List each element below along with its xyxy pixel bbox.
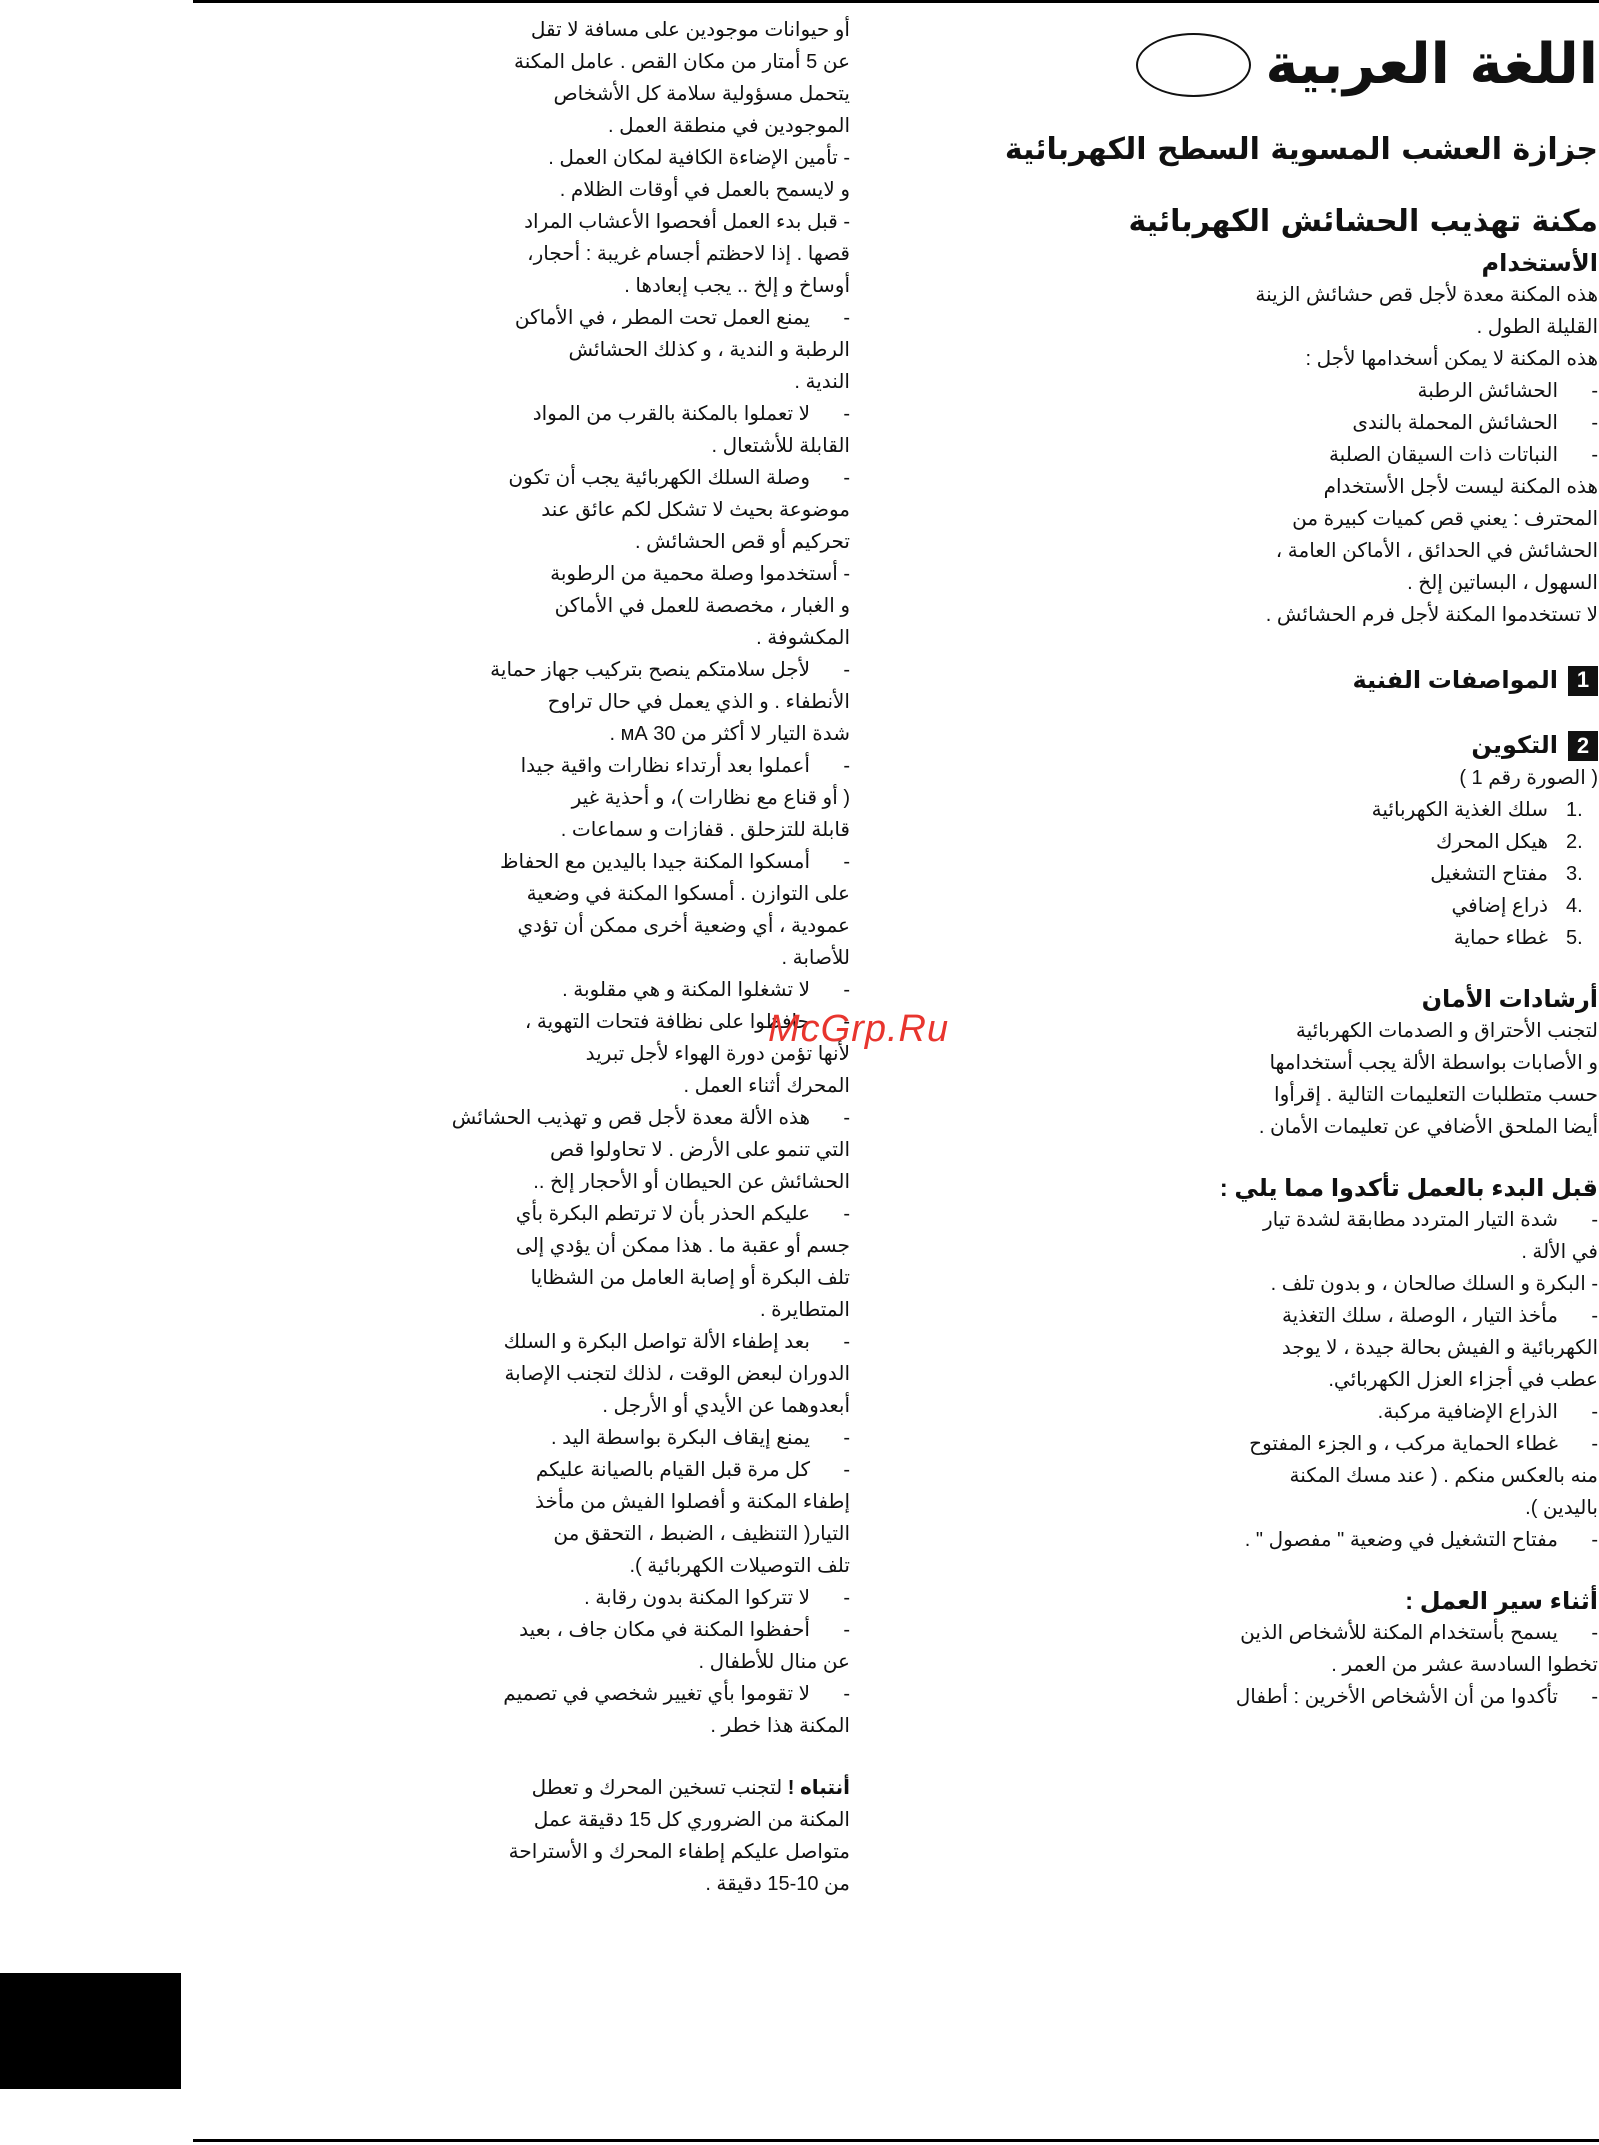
safety-line: أبعدوهما عن الأيدي أو الأرجل . bbox=[602, 1395, 850, 1417]
before-work-section bbox=[1040, 1204, 1598, 1556]
usage-line: السهول ، البساتين إلخ . bbox=[1407, 572, 1598, 595]
during-line: - يسمح بأستخدام المكنة للأشخاص الذين bbox=[1240, 1622, 1598, 1645]
usage-line: المحترف : يعني قص كميات كبيرة من bbox=[1292, 508, 1598, 531]
usage-line: القليلة الطول . bbox=[1476, 316, 1598, 339]
safety-line: - كل مرة قبل القيام بالصيانة عليكم bbox=[535, 1459, 850, 1481]
config-heading-text: التكوين bbox=[1471, 732, 1558, 760]
safety-line: عن 5 أمتار من مكان القص . عامل المكنة bbox=[513, 51, 850, 73]
safety-line: - قبل بدء العمل أفحصوا الأعشاب المراد bbox=[524, 211, 850, 233]
during-work-heading: أثناء سير العمل : bbox=[1405, 1587, 1598, 1615]
safety-line: تلف التوصيلات الكهربائية ). bbox=[629, 1555, 850, 1577]
list-item: 2. هيكل المحرك bbox=[1436, 830, 1583, 853]
safety-line: و الغبار ، مخصصة للعمل في الأماكن bbox=[554, 595, 850, 617]
list-item: 5. غطاء حماية bbox=[1453, 926, 1583, 949]
safety-line: أو حيوانات موجودين على مسافة لا تقل bbox=[530, 19, 850, 41]
safety-line: قابلة للتزحلق . قفازات و سماعات . bbox=[560, 819, 850, 841]
safety-line: المكشوفة . bbox=[756, 627, 850, 649]
safety-line: الرطبة و الندية ، و كذلك الحشائش bbox=[568, 339, 850, 361]
safety-line: إطفاء المكنة و أفصلوا الفيش من مأخذ bbox=[535, 1491, 850, 1513]
page-title: اللغة العربية bbox=[1265, 32, 1598, 97]
page-tab-marker bbox=[0, 1973, 181, 2089]
safety-line: - لا تعملوا بالمكنة بالقرب من المواد bbox=[532, 403, 850, 425]
safety-line: الأنطفاء . و الذي يعمل في حال تراوح bbox=[547, 691, 850, 713]
spec-number-badge: 1 bbox=[1568, 666, 1598, 696]
safety-line: يتحمل مسؤولية سلامة كل الأشخاص bbox=[553, 83, 850, 105]
warning-block bbox=[410, 1772, 850, 1900]
safety-line: - يمنع العمل تحت المطر ، في الأماكن bbox=[514, 307, 850, 329]
usage-heading: الأستخدام bbox=[1481, 250, 1598, 277]
safety-line: - يمنع إيقاف البكرة بواسطة اليد . bbox=[551, 1427, 850, 1449]
language-oval bbox=[1136, 33, 1251, 97]
during-line: - تأكدوا من أن الأشخاص الأخرين : أطفال bbox=[1235, 1686, 1598, 1709]
title-block bbox=[1040, 20, 1598, 110]
safety-line: التيار( التنظيف ، الضبط ، التحقق من bbox=[553, 1523, 850, 1545]
before-line: - شدة التيار المتردد مطابقة لشدة تيار bbox=[1263, 1208, 1598, 1231]
before-line: الكهربائية و الفيش بحالة جيدة ، لا يوجد bbox=[1281, 1336, 1598, 1359]
before-line: - الذراع الإضافية مركبة. bbox=[1377, 1400, 1598, 1423]
safety-line: ( أو قناع مع نظارات )، و أحذية غير bbox=[571, 787, 850, 809]
safety-line: الحشائش عن الحيطان أو الأحجار إلخ .. bbox=[533, 1171, 850, 1193]
safety-line: شدة التيار لا أكثر من 30 мА . bbox=[609, 723, 850, 745]
safety-line: - لا تشغلوا المكنة و هي مقلوبة . bbox=[562, 979, 850, 1001]
during-line: تخطوا السادسة عشر من العمر . bbox=[1331, 1654, 1598, 1677]
usage-line: لا تستخدموا المكنة لأجل فرم الحشائش . bbox=[1265, 604, 1598, 627]
safety-line: تلف البكرة أو إصابة العامل من الشظايا bbox=[530, 1267, 850, 1289]
safety-line: قصها . إذا لاحظتم أجسام غريبة : أحجار، bbox=[527, 243, 850, 265]
left-column bbox=[410, 14, 850, 1900]
safety-line: لتجنب الأحتراق و الصدمات الكهربائية bbox=[1295, 1019, 1598, 1042]
list-item: 1. سلك الغذية الكهربائية bbox=[1371, 798, 1583, 821]
safety-line: تحركيم أو قص الحشائش . bbox=[635, 531, 850, 553]
warning-label: أنتباه ! bbox=[787, 1777, 850, 1799]
warning-line: أنتباه ! لتجنب تسخين المحرك و تعطل bbox=[531, 1777, 850, 1799]
usage-line: - الحشائش المحملة بالندى bbox=[1352, 412, 1598, 435]
spec-heading-text: المواصفات الفنية bbox=[1352, 667, 1558, 695]
top-rule bbox=[193, 0, 1599, 3]
safety-line: القابلة للأشتعال . bbox=[711, 435, 850, 457]
spec-heading bbox=[1040, 665, 1598, 696]
list-item: 4. ذراع إضافي bbox=[1451, 894, 1583, 917]
safety-line: موضوعة بحيث لا تشكل لكم عائق عند bbox=[541, 499, 850, 521]
usage-line: - الحشائش الرطبة bbox=[1417, 380, 1598, 403]
before-line: - غطاء الحماية مركب ، و الجزء المفتوح bbox=[1249, 1432, 1598, 1455]
before-work-heading: قبل البدء بالعمل تأكدوا مما يلي : bbox=[1219, 1174, 1598, 1202]
safety-line: - لأجل سلامتكم ينصح بتركيب جهاز حماية bbox=[490, 659, 850, 681]
warning-line: متواصل عليكم إطفاء المحرك و الأستراحة bbox=[508, 1841, 850, 1863]
product-subtitle-2: مكنة تهذيب الحشائش الكهربائية bbox=[1128, 204, 1598, 239]
safety-line: المتطايرة . bbox=[760, 1299, 850, 1321]
config-heading bbox=[1040, 730, 1598, 761]
safety-line: و لايسمح بالعمل في أوقات الظلام . bbox=[559, 179, 850, 201]
usage-line: هذه المكنة لا يمكن أسخدامها لأجل : bbox=[1305, 348, 1598, 371]
safety-line: جسم أو عقبة ما . هذا ممكن أن يؤدي إلى bbox=[515, 1235, 850, 1257]
safety-line: عن منال للأطفال . bbox=[698, 1651, 850, 1673]
warning-line: المكنة من الضروري كل 15 دقيقة عمل bbox=[533, 1809, 850, 1831]
safety-line: - أعملوا بعد أرتداء نظارات واقية جيدا bbox=[520, 755, 850, 777]
safety-line: - وصلة السلك الكهربائية يجب أن تكون bbox=[508, 467, 850, 489]
safety-line: - لا تتركوا المكنة بدون رقابة . bbox=[584, 1587, 850, 1609]
safety-line: الدوران لبعض الوقت ، لذلك لتجنب الإصابة bbox=[504, 1363, 850, 1385]
config-number-badge: 2 bbox=[1568, 731, 1598, 761]
before-line: في الألة . bbox=[1521, 1240, 1598, 1263]
usage-line: هذه المكنة ليست لأجل الأستخدام bbox=[1323, 476, 1598, 499]
safety-line: عمودية ، أي وضعية أخرى ممكن أن تؤدي bbox=[517, 915, 850, 937]
safety-line: للأصابة . bbox=[781, 947, 850, 969]
watermark: McGrp.Ru bbox=[768, 1008, 950, 1050]
safety-line: - لا تقوموا بأي تغيير شخصي في تصميم bbox=[503, 1683, 850, 1705]
usage-line: الحشائش في الحدائق ، الأماكن العامة ، bbox=[1275, 540, 1598, 563]
safety-line: و الأصابات بواسطة الألة يجب أستخدامها bbox=[1269, 1051, 1598, 1074]
safety-line: الموجودين في منطقة العمل . bbox=[608, 115, 850, 137]
safety-line: التي تنمو على الأرض . لا تحاولوا قص bbox=[549, 1139, 850, 1161]
usage-line: - النباتات ذات السيقان الصلبة bbox=[1328, 444, 1598, 467]
before-line: باليدين ). bbox=[1525, 1496, 1598, 1519]
right-column bbox=[1004, 20, 1598, 1713]
product-subtitle: جزازة العشب المسوية السطح الكهربائية bbox=[1004, 132, 1598, 167]
safety-line: - أستخدموا وصلة محمية من الرطوبة bbox=[550, 563, 850, 585]
config-figure-ref: ( الصورة رقم 1 ) bbox=[1459, 766, 1598, 789]
safety-line: - أحفظوا المكنة في مكان جاف ، بعيد bbox=[519, 1619, 850, 1641]
safety-line: حسب متطلبات التعليمات التالية . إقرأوا bbox=[1274, 1083, 1598, 1106]
safety-section bbox=[1040, 1015, 1598, 1143]
safety-line: أيضا الملحق الأضافي عن تعليمات الأمان . bbox=[1258, 1115, 1598, 1138]
safety-continued bbox=[410, 14, 850, 1742]
safety-line: المحرك أثناء العمل . bbox=[683, 1075, 850, 1097]
safety-line: - تأمين الإضاءة الكافية لمكان العمل . bbox=[548, 147, 850, 169]
before-line: منه بالعكس منكم . ( عند مسك المكنة bbox=[1289, 1464, 1598, 1487]
before-line: - البكرة و السلك صالحان ، و بدون تلف . bbox=[1270, 1272, 1598, 1295]
usage-line: هذه المكنة معدة لأجل قص حشائش الزينة bbox=[1255, 284, 1598, 307]
safety-heading: أرشادات الأمان bbox=[1421, 985, 1598, 1013]
safety-line: - حافظوا على نظافة فتحات التهوية ، bbox=[524, 1011, 850, 1033]
safety-line: أوساخ و إلخ .. يجب إبعادها . bbox=[624, 275, 850, 297]
safety-line: - بعد إطفاء الألة تواصل البكرة و السلك bbox=[503, 1331, 850, 1353]
list-item: 3. مفتاح التشغيل bbox=[1430, 862, 1583, 885]
before-line: عطب في أجزاء العزل الكهربائي. bbox=[1328, 1368, 1598, 1391]
safety-line: - هذه الألة معدة لأجل قص و تهذيب الحشائش bbox=[451, 1107, 850, 1129]
safety-line: على التوازن . أمسكوا المكنة في وضعية bbox=[526, 883, 850, 905]
safety-line: الندية . bbox=[794, 371, 850, 393]
config-list bbox=[1040, 794, 1598, 954]
safety-line: - عليكم الحذر بأن لا ترتطم البكرة بأي bbox=[515, 1203, 850, 1225]
before-line: - مأخذ التيار ، الوصلة ، سلك التغذية bbox=[1281, 1304, 1598, 1327]
safety-line: - أمسكوا المكنة جيدا باليدين مع الحفاظ bbox=[500, 851, 850, 873]
warning-line: من 10-15 دقيقة . bbox=[705, 1873, 850, 1895]
before-line: - مفتاح التشغيل في وضعية " مفصول " . bbox=[1244, 1528, 1598, 1551]
during-work-section bbox=[1040, 1617, 1598, 1713]
bottom-rule bbox=[193, 2139, 1599, 2142]
safety-line: لأنها تؤمن دورة الهواء لأجل تبريد bbox=[585, 1043, 850, 1065]
usage-section bbox=[1040, 279, 1598, 631]
safety-line: المكنة هذا خطر . bbox=[710, 1715, 850, 1737]
